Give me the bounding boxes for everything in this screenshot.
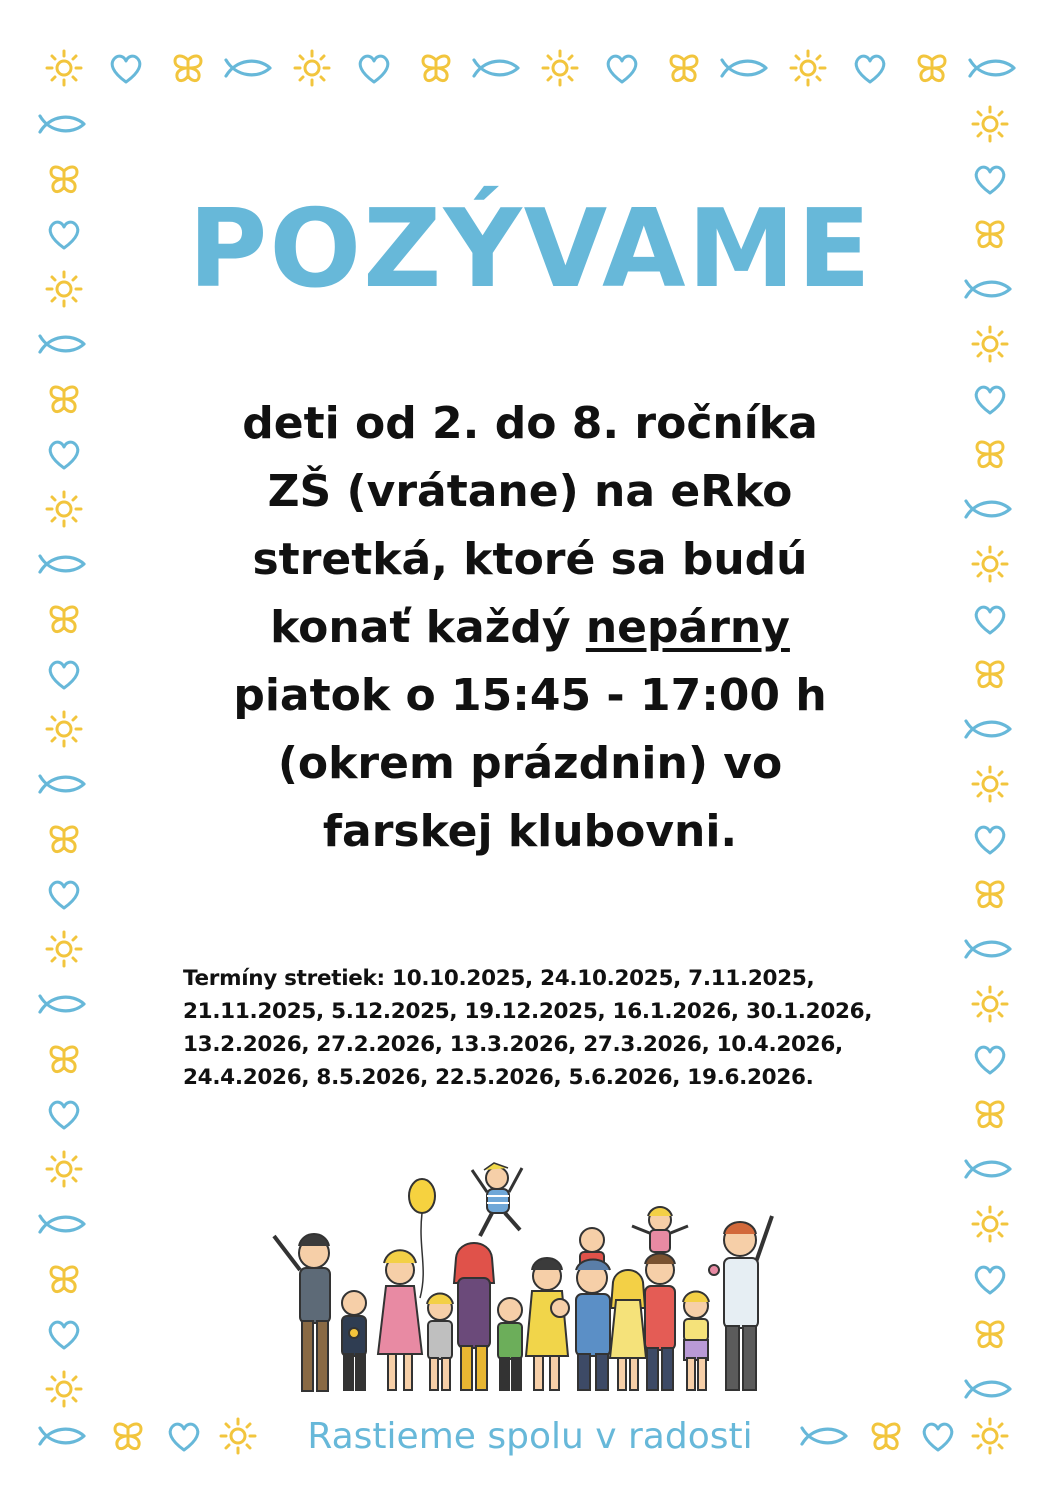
sun-icon <box>970 1416 1010 1456</box>
butterfly-icon <box>44 819 84 859</box>
heart-icon <box>970 1259 1010 1299</box>
fish-icon <box>966 53 1022 83</box>
butterfly-icon <box>664 48 704 88</box>
heart-icon <box>164 1416 204 1456</box>
dates-line: 21.11.2025, 5.12.2025, 19.12.2025, 16.1.2026, 30.1.2026, <box>183 999 873 1024</box>
heart-icon <box>970 159 1010 199</box>
sun-icon <box>44 1149 84 1189</box>
sun-icon <box>44 929 84 969</box>
heart-icon <box>44 1094 84 1134</box>
fish-icon <box>36 329 92 359</box>
butterfly-icon <box>912 48 952 88</box>
slogan: Rastieme spolu v radosti <box>307 1416 753 1457</box>
underlined-word: nepárny <box>585 602 790 653</box>
heart-icon <box>970 599 1010 639</box>
butterfly-icon <box>866 1416 906 1456</box>
butterfly-icon <box>970 434 1010 474</box>
invitation-text <box>150 390 910 866</box>
invitation-line: farskej klubovni. <box>322 806 738 857</box>
heart-icon <box>44 874 84 914</box>
fish-icon <box>36 989 92 1019</box>
fish-icon <box>718 53 774 83</box>
sun-icon <box>788 48 828 88</box>
heart-icon <box>106 48 146 88</box>
dates-line: Termíny stretiek: 10.10.2025, 24.10.2025, 7.11.2025, <box>183 966 815 991</box>
heart-icon <box>850 48 890 88</box>
butterfly-icon <box>108 1416 148 1456</box>
heart-icon <box>44 1314 84 1354</box>
dates-line: 13.2.2026, 27.2.2026, 13.3.2026, 27.3.2026, 10.4.2026, <box>183 1032 843 1057</box>
heart-icon <box>602 48 642 88</box>
fish-icon <box>962 1154 1018 1184</box>
invitation-line <box>150 594 910 662</box>
fish-icon <box>36 549 92 579</box>
butterfly-icon <box>44 1259 84 1299</box>
fish-icon <box>36 1209 92 1239</box>
sun-icon <box>44 1369 84 1409</box>
fish-icon <box>798 1421 854 1451</box>
fish-icon <box>222 53 278 83</box>
butterfly-icon <box>44 379 84 419</box>
sun-icon <box>44 709 84 749</box>
meeting-dates <box>183 962 903 1094</box>
sun-icon <box>970 984 1010 1024</box>
sun-icon <box>218 1416 258 1456</box>
fish-icon <box>962 934 1018 964</box>
invitation-line: stretká, ktoré sa budú <box>252 534 808 585</box>
heart-icon <box>354 48 394 88</box>
heart-icon <box>970 819 1010 859</box>
invitation-line: piatok o 15:45 - 17:00 h <box>233 670 827 721</box>
jumping-child-figure <box>472 1163 522 1236</box>
sun-icon <box>540 48 580 88</box>
invitation-line: (okrem prázdnin) vo <box>277 738 783 789</box>
fish-icon <box>36 109 92 139</box>
heart-icon <box>44 654 84 694</box>
butterfly-icon <box>168 48 208 88</box>
butterfly-icon <box>970 1094 1010 1134</box>
sun-icon <box>970 544 1010 584</box>
butterfly-icon <box>416 48 456 88</box>
balloon-icon <box>409 1179 435 1298</box>
sun-icon <box>970 764 1010 804</box>
heart-icon <box>918 1416 958 1456</box>
sun-icon <box>970 104 1010 144</box>
heart-icon <box>970 1039 1010 1079</box>
fish-icon <box>36 1421 92 1451</box>
fish-icon <box>962 1374 1018 1404</box>
butterfly-icon <box>44 159 84 199</box>
invitation-line: deti od 2. do 8. ročníka <box>242 398 818 449</box>
butterfly-icon <box>970 1314 1010 1354</box>
fish-icon <box>36 769 92 799</box>
heart-icon <box>44 434 84 474</box>
children-group-illustration <box>262 1158 792 1403</box>
butterfly-icon <box>970 874 1010 914</box>
invitation-line: ZŠ (vrátane) na eRko <box>267 466 793 517</box>
fish-icon <box>962 494 1018 524</box>
butterfly-icon <box>970 654 1010 694</box>
dates-line: 24.4.2026, 8.5.2026, 22.5.2026, 5.6.2026, 19.6.2026. <box>183 1065 814 1090</box>
butterfly-icon <box>44 599 84 639</box>
sun-icon <box>44 489 84 529</box>
sun-icon <box>44 48 84 88</box>
sun-icon <box>970 324 1010 364</box>
sun-icon <box>970 1204 1010 1244</box>
page-title: POZÝVAME <box>188 187 873 312</box>
heart-icon <box>970 379 1010 419</box>
sun-icon <box>292 48 332 88</box>
fish-icon <box>470 53 526 83</box>
invitation-line-part: konať každý <box>270 602 571 653</box>
fish-icon <box>962 714 1018 744</box>
butterfly-icon <box>44 1039 84 1079</box>
